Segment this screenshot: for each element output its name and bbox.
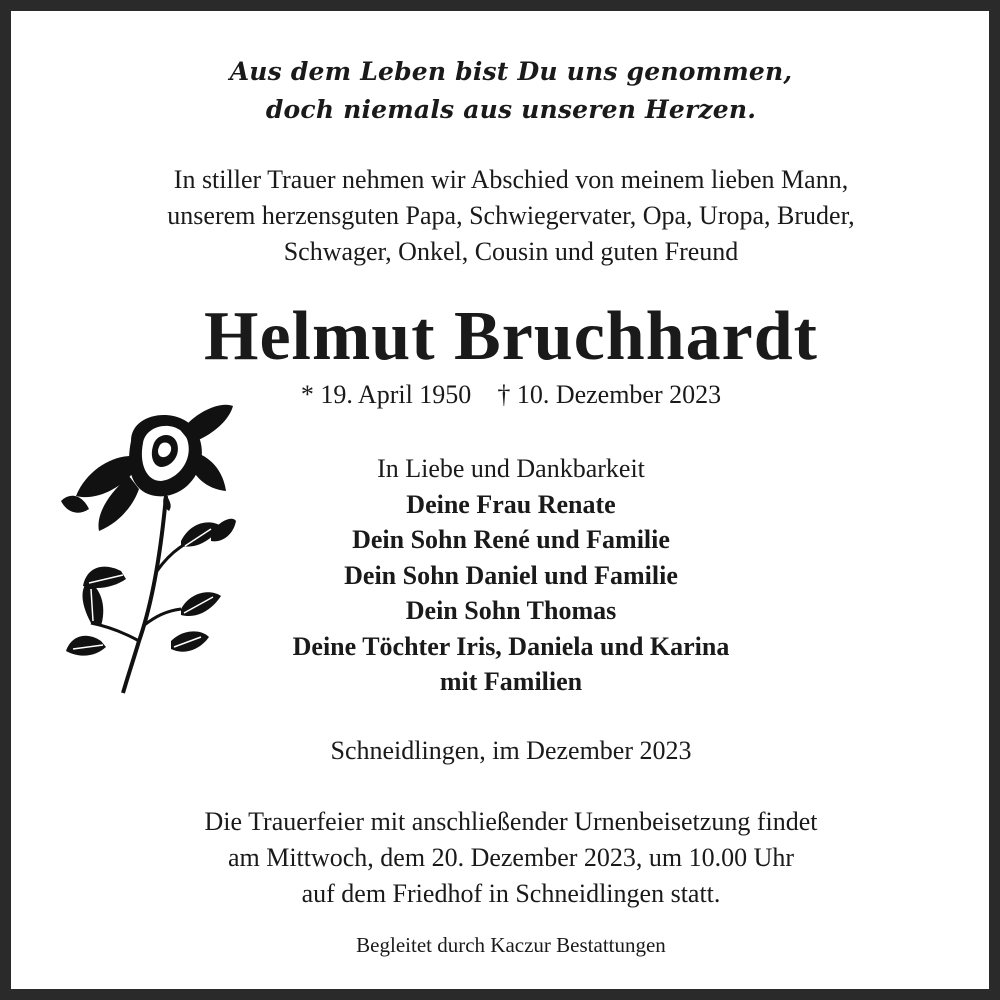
mourner-line: Deine Töchter Iris, Daniela und Karina: [292, 631, 730, 661]
funeral-line-2: am Mittwoch, dem 20. Dezember 2023, um 10.00 Uhr: [227, 843, 795, 872]
deceased-name: Helmut Bruchhardt: [204, 298, 818, 375]
intro-line-3: Schwager, Onkel, Cousin und guten Freund: [283, 237, 739, 266]
funeral-line-3: auf dem Friedhof in Schneidlingen statt.: [301, 879, 721, 908]
mourner-line: mit Familien: [439, 667, 583, 696]
funeral-line-1: Die Trauerfeier mit anschließender Urnenbeisetzung findet: [204, 807, 818, 836]
mourners-block: [11, 451, 1000, 700]
birth-date: * 19. April 1950: [300, 380, 472, 409]
mourner-line: Dein Sohn Thomas: [405, 596, 617, 625]
funeral-info: [11, 804, 1000, 912]
motto-line-2: doch niemals aus unseren Herzen.: [265, 95, 757, 124]
mourner-line: Dein Sohn Daniel und Familie: [344, 560, 678, 590]
intro-line-1: In stiller Trauer nehmen wir Abschied von meinem lieben Mann,: [173, 165, 849, 194]
mourner-line: Deine Frau Renate: [406, 489, 616, 519]
funeral-home-credit: Begleitet durch Kaczur Bestattungen: [356, 933, 666, 957]
motto: [11, 53, 1000, 129]
motto-line-1: Aus dem Leben bist Du uns genommen,: [229, 57, 793, 86]
place-and-date: Schneidlingen, im Dezember 2023: [330, 736, 692, 765]
mourner-line: Dein Sohn René und Familie: [352, 525, 670, 554]
intro-text: [11, 162, 1000, 270]
mourners-heading: In Liebe und Dankbarkeit: [377, 454, 645, 483]
death-date: † 10. Dezember 2023: [497, 380, 722, 409]
intro-line-2: unserem herzensguten Papa, Schwiegervater, Opa, Uropa, Bruder,: [167, 201, 855, 230]
